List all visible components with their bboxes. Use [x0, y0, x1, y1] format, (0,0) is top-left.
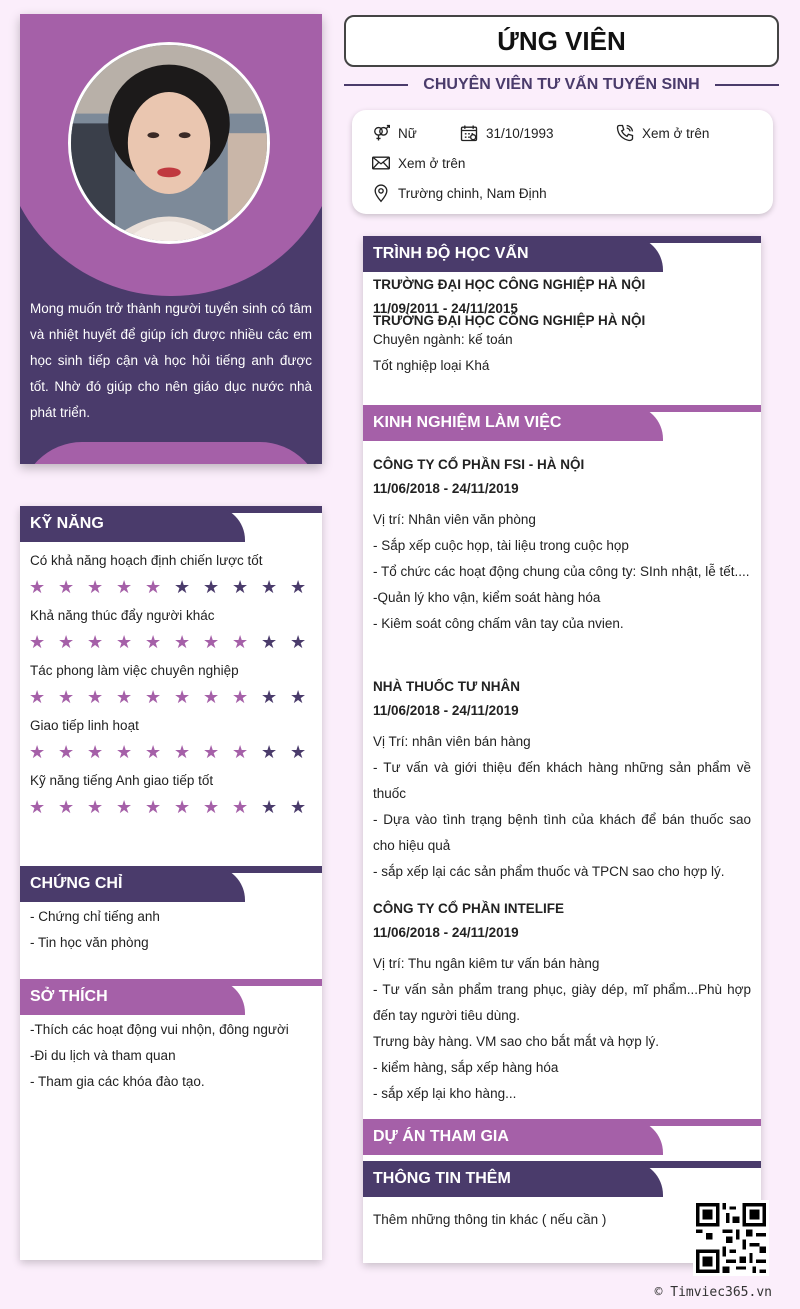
profile-bottom-arc: [20, 442, 322, 464]
education-title: TRÌNH ĐỘ HỌC VẤN: [373, 245, 529, 262]
star-icon: ★: [145, 632, 162, 652]
job-line: - kiểm hàng, sắp xếp hàng hóa: [373, 1060, 559, 1075]
star-icon: ★: [87, 687, 104, 707]
job-title-line: [344, 72, 779, 98]
star-icon: ★: [174, 797, 191, 817]
hobbies-heading: [20, 979, 322, 1015]
job-line: - Tổ chức các hoạt động chung của công ty: SInh nhật, lễ tết....: [373, 564, 750, 579]
company-name: CÔNG TY CỔ PHẦN FSI - HÀ NỘI: [373, 457, 585, 472]
experience-entry: [363, 675, 761, 885]
star-icon: ★: [203, 577, 220, 597]
star-icon: ★: [232, 797, 249, 817]
additional-title: THÔNG TIN THÊM: [373, 1170, 511, 1187]
star-icon: ★: [87, 577, 104, 597]
star-icon: ★: [290, 632, 307, 652]
additional-text: Thêm những thông tin khác ( nếu cần ): [373, 1212, 607, 1227]
star-icon: ★: [29, 742, 46, 762]
contact-birthday: [458, 122, 554, 144]
skills-list: [20, 553, 322, 866]
star-icon: ★: [232, 632, 249, 652]
star-icon: ★: [290, 687, 307, 707]
job-description: [373, 951, 751, 1107]
star-icon: ★: [145, 577, 162, 597]
job-line: -Quản lý kho vận, kiểm soát hàng hóa: [373, 590, 601, 605]
job-line: - sắp xếp lại kho hàng...: [373, 1086, 517, 1101]
star-icon: ★: [203, 797, 220, 817]
star-icon: ★: [116, 687, 133, 707]
education-heading: [363, 236, 761, 272]
star-icon: ★: [174, 687, 191, 707]
job-line: - sắp xếp lại các sản phẩm thuốc và TPCN sao cho hợp lý.: [373, 864, 725, 879]
job-line: Trưng bày hàng. VM sao cho bắt mắt và hợp lý.: [373, 1034, 660, 1049]
mail-icon: [370, 152, 392, 174]
star-icon: ★: [174, 742, 191, 762]
list-item: -Thích các hoạt động vui nhộn, đông người: [30, 1022, 289, 1037]
contact-address: [370, 182, 547, 204]
phone-icon: [614, 122, 636, 144]
contact-phone[interactable]: [614, 122, 709, 144]
skill-item: [20, 663, 322, 707]
certificates-title: CHỨNG CHỈ: [30, 875, 123, 892]
experience-heading: [363, 405, 761, 441]
star-icon: ★: [261, 742, 278, 762]
projects-title: DỰ ÁN THAM GIA: [373, 1128, 509, 1145]
candidate-name: ỨNG VIÊN: [344, 15, 779, 67]
contact-email[interactable]: [370, 152, 465, 174]
star-icon: ★: [203, 742, 220, 762]
star-icon: ★: [290, 797, 307, 817]
calendar-icon: [458, 122, 480, 144]
job-line: - Dựa vào tình trạng bệnh tình của khách để bán thuốc sao cho hiệu quả: [373, 812, 751, 853]
skill-name: Giao tiếp linh hoạt: [30, 718, 139, 733]
education-dates: 11/09/2011 - 24/11/2015: [373, 301, 518, 316]
star-icon: ★: [116, 577, 133, 597]
copyright: © Timviec365.vn: [654, 1285, 772, 1300]
star-icon: ★: [232, 687, 249, 707]
star-icon: ★: [290, 577, 307, 597]
star-icon: ★: [29, 577, 46, 597]
job-line: - Tư vấn và giới thiệu đến khách hàng những sản phẩm về thuốc: [373, 760, 751, 801]
company-name: CÔNG TY CỔ PHẦN INTELIFE: [373, 901, 565, 916]
qr-code: [693, 1200, 769, 1276]
star-icon: ★: [145, 797, 162, 817]
hobbies-title: SỞ THÍCH: [30, 988, 108, 1005]
skill-item: [20, 553, 322, 597]
gender-icon: [370, 122, 392, 144]
job-line: Vị Trí: nhân viên bán hàng: [373, 734, 531, 749]
job-description: [373, 507, 751, 637]
skill-name: Khả năng thúc đẩy người khác: [30, 608, 215, 623]
skill-name: Có khả năng hoạch định chiến lược tốt: [30, 553, 263, 568]
star-icon: ★: [87, 742, 104, 762]
star-icon: ★: [232, 577, 249, 597]
career-objective: Mong muốn trở thành người tuyển sinh có tâm và nhiệt huyết để giúp ích được nhiều các em học sinh tiếp cận và học hỏi tiếng anh được tốt. Nhờ đó giúp cho nên giáo dục nước nhà phát triển.: [30, 301, 312, 420]
star-icon: ★: [116, 742, 133, 762]
job-description: [373, 729, 751, 885]
profile-header-bg: [20, 14, 322, 296]
birthday-value: 31/10/1993: [486, 125, 554, 141]
skills-title: KỸ NĂNG: [30, 515, 104, 532]
skill-rating: [20, 797, 322, 817]
skill-item: [20, 608, 322, 652]
list-item: - Chứng chỉ tiếng anh: [30, 909, 160, 924]
star-icon: ★: [145, 687, 162, 707]
job-dates: 11/06/2018 - 24/11/2019: [373, 925, 519, 940]
skill-rating: [20, 742, 322, 762]
skill-rating: [20, 632, 322, 652]
job-line: - Tư vấn sản phẩm trang phục, giày dép, mĩ phẩm...Phù hợp đến tay người tiêu dùng.: [373, 982, 751, 1023]
address-value: Trường chinh, Nam Định: [398, 185, 547, 201]
star-icon: ★: [203, 632, 220, 652]
company-name: NHÀ THUỐC TƯ NHÂN: [373, 679, 520, 694]
star-icon: ★: [261, 577, 278, 597]
education-line: Tốt nghiệp loại Khá: [373, 358, 490, 373]
phone-value: Xem ở trên: [642, 125, 710, 141]
experience-title: KINH NGHIỆM LÀM VIỆC: [373, 414, 562, 431]
skill-rating: [20, 577, 322, 597]
star-icon: ★: [116, 797, 133, 817]
email-value: Xem ở trên: [398, 155, 466, 171]
projects-heading: [363, 1119, 761, 1155]
certificates-heading: [20, 866, 322, 902]
star-icon: ★: [58, 632, 75, 652]
star-icon: ★: [58, 687, 75, 707]
star-icon: ★: [87, 632, 104, 652]
list-item: - Tham gia các khóa đào tạo.: [30, 1074, 205, 1089]
list-item: - Tin học văn phòng: [30, 935, 149, 950]
contact-gender: [370, 122, 417, 144]
location-pin-icon: [370, 182, 392, 204]
additional-heading: [363, 1161, 761, 1197]
contact-info-box: [352, 110, 773, 214]
job-line: - Sắp xếp cuộc họp, tài liệu trong cuộc họp: [373, 538, 629, 553]
certificates-list: [20, 902, 322, 979]
star-icon: ★: [290, 742, 307, 762]
skill-rating: [20, 687, 322, 707]
star-icon: ★: [232, 742, 249, 762]
star-icon: ★: [203, 687, 220, 707]
star-icon: ★: [58, 797, 75, 817]
education-details: [373, 273, 753, 379]
star-icon: ★: [58, 577, 75, 597]
star-icon: ★: [87, 797, 104, 817]
hobbies-list: [20, 1015, 322, 1095]
avatar: [68, 42, 270, 244]
experience-entry: [363, 897, 761, 1107]
job-line: Vị trí: Nhân viên văn phòng: [373, 512, 536, 527]
skill-item: [20, 718, 322, 762]
qr-code-icon: [696, 1203, 766, 1273]
skill-name: Tác phong làm việc chuyên nghiệp: [30, 663, 239, 678]
job-line: - Kiêm soát công chấm vân tay của nvien.: [373, 616, 624, 631]
star-icon: ★: [261, 687, 278, 707]
job-line: Vị trí: Thu ngân kiêm tư vấn bán hàng: [373, 956, 600, 971]
experience-entry: [363, 453, 761, 637]
divider: [715, 84, 779, 86]
skills-heading: [20, 506, 322, 542]
star-icon: ★: [58, 742, 75, 762]
skill-item: [20, 773, 322, 817]
avatar-photo: [71, 45, 267, 241]
right-sections-panel: [363, 236, 761, 1263]
job-dates: 11/06/2018 - 24/11/2019: [373, 481, 519, 496]
star-icon: ★: [145, 742, 162, 762]
education-lines: [373, 327, 753, 379]
school-name: TRƯỜNG ĐẠI HỌC CÔNG NGHIỆP HÀ NỘI: [373, 313, 646, 328]
education-line: Chuyên ngành: kế toán: [373, 332, 513, 347]
star-icon: ★: [174, 632, 191, 652]
job-dates: 11/06/2018 - 24/11/2019: [373, 703, 519, 718]
gender-value: Nữ: [398, 125, 417, 141]
star-icon: ★: [261, 797, 278, 817]
star-icon: ★: [116, 632, 133, 652]
left-sections-panel: [20, 506, 322, 1260]
skill-name: Kỹ năng tiếng Anh giao tiếp tốt: [30, 773, 214, 788]
profile-card: [20, 14, 322, 464]
job-title: CHUYÊN VIÊN TƯ VẤN TUYỂN SINH: [423, 76, 700, 93]
school-name: TRƯỜNG ĐẠI HỌC CÔNG NGHIỆP HÀ NỘI: [373, 277, 646, 292]
star-icon: ★: [174, 577, 191, 597]
star-icon: ★: [261, 632, 278, 652]
star-icon: ★: [29, 797, 46, 817]
star-icon: ★: [29, 632, 46, 652]
star-icon: ★: [29, 687, 46, 707]
list-item: -Đi du lịch và tham quan: [30, 1048, 176, 1063]
